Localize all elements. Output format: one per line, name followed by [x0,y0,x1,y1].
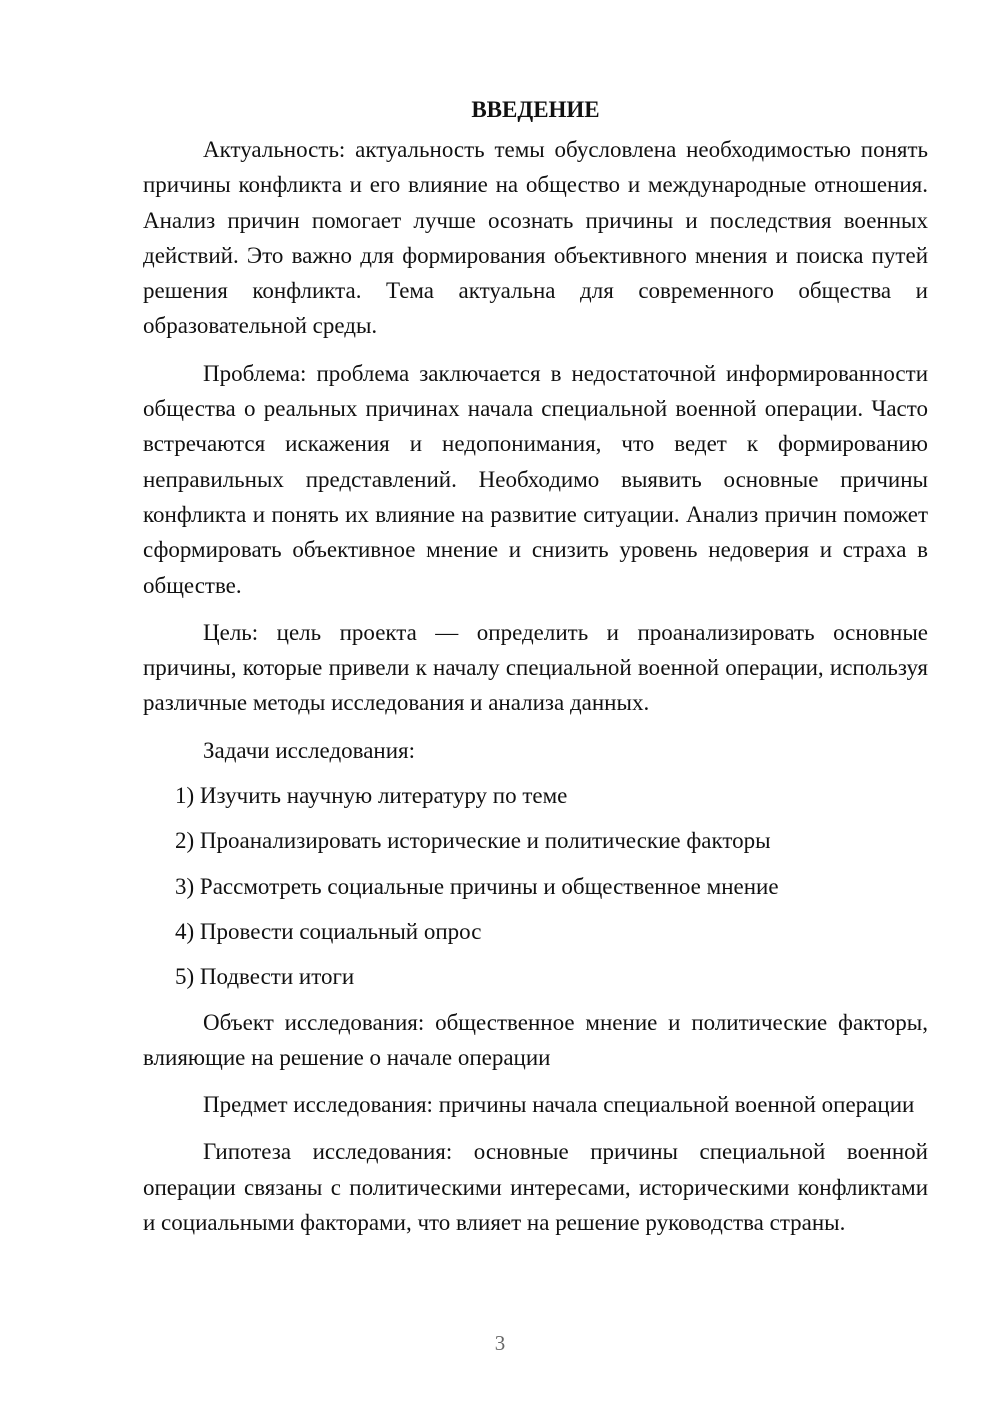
paragraph-object: Объект исследования: общественное мнение и политические факторы, влияющие на решение о начале операции [143,1009,928,1070]
paragraph-subject: Предмет исследования: причины начала специальной военной операции [203,1092,915,1118]
tasks-list [143,778,928,994]
paragraph-goal: Цель: цель проекта — определить и проанализировать основные причины, которые привели к началу специальной военной операции, используя различные методы исследования и анализа данных. [143,619,928,716]
paragraph-problem: Проблема: проблема заключается в недостаточной информированности общества о реальных причинах начала специальной военной операции. Часто встречаются искажения и недопонимания, что ведет к формированию неправильных представлений. Необходимо выявить основные причины конфликта и понять их влияние на развитие ситуации. Анализ причин поможет сформировать объективное мнение и снизить уровень недоверия и страха в обществе. [143,360,928,598]
paragraph-hypothesis: Гипотеза исследования: основные причины специальной военной операции связаны с политическими интересами, историческими конфликтами и социальными факторами, что влияет на решение руководства страны. [143,1139,928,1236]
page-number: 3 [494,1331,506,1355]
task-item-1: 1) Изучить научную литературу по теме [175,783,568,809]
document-page [143,92,928,1252]
task-item-5: 5) Подвести итоги [175,964,355,990]
task-item-2: 2) Проанализировать исторические и политические факторы [175,828,771,854]
page-title: ВВЕДЕНИЕ [471,97,600,122]
tasks-heading: Задачи исследования: [203,737,416,763]
task-item-4: 4) Провести социальный опрос [175,918,482,944]
task-item-3: 3) Рассмотреть социальные причины и общественное мнение [175,873,779,899]
paragraph-relevance: Актуальность: актуальность темы обусловлена необходимостью понять причины конфликта и его влияние на общество и международные отношения. Анализ причин помогает лучше осознать причины и последствия военных действий. Это важно для формирования объективного мнения и поиска путей решения конфликта. Тема актуальна для современного общества и образовательной среды. [143,137,928,339]
